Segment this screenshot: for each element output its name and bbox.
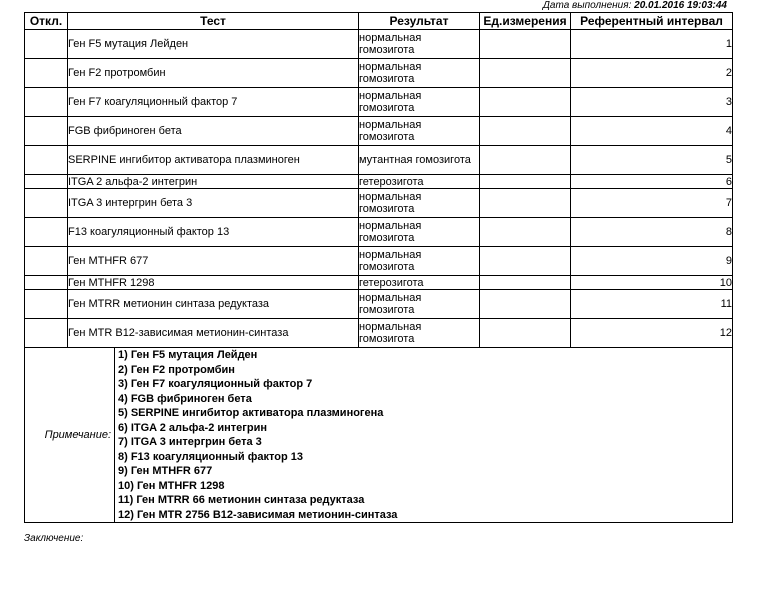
test-cell: ITGA 3 интергрин бета 3 <box>68 189 359 218</box>
unit-cell <box>480 117 571 146</box>
otkl-cell <box>25 247 68 276</box>
ref-cell: 3 <box>571 88 733 117</box>
result-cell: нормальная гомозигота <box>359 88 480 117</box>
test-cell: Ген MTR В12-зависимая метионин-синтаза <box>68 319 359 348</box>
result-cell: нормальная гомозигота <box>359 189 480 218</box>
unit-cell <box>480 146 571 175</box>
unit-cell <box>480 30 571 59</box>
otkl-cell <box>25 59 68 88</box>
test-cell: ITGA 2 альфа-2 интегрин <box>68 175 359 189</box>
result-cell: гетерозигота <box>359 276 480 290</box>
ref-cell: 10 <box>571 276 733 290</box>
otkl-cell <box>25 290 68 319</box>
test-cell: Ген MTHFR 677 <box>68 247 359 276</box>
result-cell: нормальная гомозигота <box>359 247 480 276</box>
result-cell: нормальная гомозигота <box>359 59 480 88</box>
ref-cell: 4 <box>571 117 733 146</box>
test-cell: Ген F7 коагуляционный фактор 7 <box>68 88 359 117</box>
unit-cell <box>480 59 571 88</box>
ref-cell: 7 <box>571 189 733 218</box>
test-cell: Ген MTRR метионин синтаза редуктаза <box>68 290 359 319</box>
note-item: 5) SERPINE ингибитор активатора плазминогена <box>118 407 384 419</box>
unit-cell <box>480 88 571 117</box>
test-cell: F13 коагуляционный фактор 13 <box>68 218 359 247</box>
result-cell: нормальная гомозигота <box>359 290 480 319</box>
table-row <box>25 218 733 247</box>
otkl-cell <box>25 189 68 218</box>
test-cell: Ген F2 протромбин <box>68 59 359 88</box>
table-row <box>25 146 733 175</box>
table-row <box>25 30 733 59</box>
result-cell: нормальная гомозигота <box>359 117 480 146</box>
note-item: 7) ITGA 3 интергрин бета 3 <box>118 436 262 448</box>
note-item: 3) Ген F7 коагуляционный фактор 7 <box>118 378 313 390</box>
result-cell: гетерозигота <box>359 175 480 189</box>
ref-cell: 2 <box>571 59 733 88</box>
header-test: Тест <box>68 13 359 30</box>
ref-cell: 8 <box>571 218 733 247</box>
unit-cell <box>480 247 571 276</box>
result-cell: нормальная гомозигота <box>359 30 480 59</box>
otkl-cell <box>25 218 68 247</box>
results-table <box>24 12 733 523</box>
header-row <box>25 13 733 30</box>
note-item: 8) F13 коагуляционный фактор 13 <box>118 450 303 463</box>
otkl-cell <box>25 88 68 117</box>
table-row <box>25 276 733 290</box>
note-item: 2) Ген F2 протромбин <box>118 363 235 376</box>
table-row <box>25 319 733 348</box>
ref-cell: 11 <box>571 290 733 319</box>
table-row <box>25 88 733 117</box>
note-label: Примечание: <box>44 429 111 441</box>
header-ref: Референтный интервал <box>571 13 733 30</box>
unit-cell <box>480 189 571 218</box>
unit-cell <box>480 290 571 319</box>
unit-cell <box>480 276 571 290</box>
date-value: 20.01.2016 19:03:44 <box>634 0 727 11</box>
otkl-cell <box>25 146 68 175</box>
result-cell: мутантная гомозигота <box>359 146 480 175</box>
ref-cell: 12 <box>571 319 733 348</box>
unit-cell <box>480 319 571 348</box>
table-row <box>25 175 733 189</box>
results-body <box>25 30 733 348</box>
header-result: Результат <box>359 13 480 30</box>
table-row <box>25 59 733 88</box>
note-row <box>25 348 733 523</box>
date-label: Дата выполнения: <box>542 0 632 11</box>
ref-cell: 5 <box>571 146 733 175</box>
otkl-cell <box>25 319 68 348</box>
ref-cell: 6 <box>571 175 733 189</box>
test-cell: Ген MTHFR 1298 <box>68 276 359 290</box>
note-item: 11) Ген MTRR 66 метионин синтаза редуктаза <box>118 494 365 506</box>
ref-cell: 9 <box>571 247 733 276</box>
date-line <box>0 0 727 12</box>
table-row <box>25 247 733 276</box>
note-item: 1) Ген F5 мутация Лейден <box>118 349 258 361</box>
note-list <box>114 348 397 522</box>
unit-cell <box>480 175 571 189</box>
test-cell: Ген F5 мутация Лейден <box>68 30 359 59</box>
test-cell: SERPINE ингибитор активатора плазминоген <box>68 146 359 175</box>
note-item: 4) FGB фибриноген бета <box>118 392 252 405</box>
table-row <box>25 290 733 319</box>
otkl-cell <box>25 30 68 59</box>
conclusion-label: Заключение: <box>24 533 84 544</box>
unit-cell <box>480 218 571 247</box>
otkl-cell <box>25 276 68 290</box>
test-cell: FGB фибриноген бета <box>68 117 359 146</box>
note-item: 10) Ген MTHFR 1298 <box>118 479 225 492</box>
note-item: 12) Ген MTR 2756 В12-зависимая метионин-синтаза <box>118 508 398 521</box>
otkl-cell <box>25 175 68 189</box>
result-cell: нормальная гомозигота <box>359 319 480 348</box>
result-cell: нормальная гомозигота <box>359 218 480 247</box>
header-otkl: Откл. <box>25 13 68 30</box>
otkl-cell <box>25 117 68 146</box>
header-unit: Ед.измерения <box>480 13 571 30</box>
table-row <box>25 117 733 146</box>
ref-cell: 1 <box>571 30 733 59</box>
note-item: 9) Ген MTHFR 677 <box>118 465 213 477</box>
note-item: 6) ITGA 2 альфа-2 интегрин <box>118 421 267 434</box>
table-row <box>25 189 733 218</box>
